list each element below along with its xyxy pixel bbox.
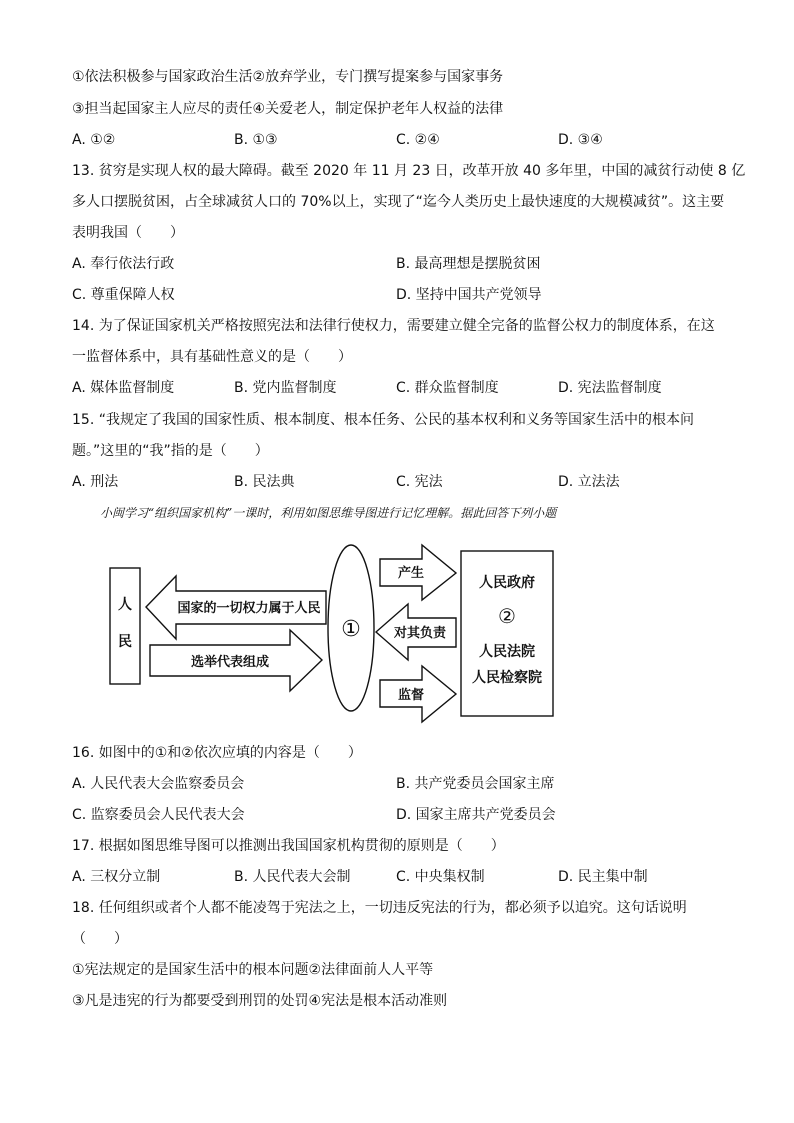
- option-d[interactable]: D. ③④: [558, 132, 603, 148]
- option-b[interactable]: B. ①③: [234, 132, 278, 148]
- people-char-2: 民: [118, 634, 132, 650]
- q15-option-c[interactable]: C. 宪法: [396, 474, 443, 490]
- org-procuratorate: 人民检察院: [472, 670, 542, 686]
- org-government: 人民政府: [479, 575, 535, 591]
- arrow-power-label: 国家的一切权力属于人民: [177, 601, 321, 616]
- q17-option-d[interactable]: D. 民主集中制: [558, 869, 648, 885]
- arrow-elect-label: 选举代表组成: [190, 655, 270, 670]
- q17-option-b[interactable]: B. 人民代表大会制: [234, 869, 351, 885]
- q17-options: [72, 867, 722, 887]
- q13-option-c[interactable]: C. 尊重保障人权: [72, 287, 175, 303]
- q13-stem-line1: 13. 贫穷是实现人权的最大障碍。截至 2020 年 11 月 23 日，改革开放 40 多年里，中国的减贫行动使 8 亿: [72, 163, 746, 179]
- arrow-supervise-label: 监督: [397, 688, 425, 703]
- q14-stem-line1: 14. 为了保证国家机关严格按照宪法和法律行使权力，需要建立健全完备的监督公权力的制度体系，在这: [72, 318, 715, 334]
- blank-2-label: ②: [498, 604, 516, 628]
- q15-stem-line1: 15. “我规定了我国的国家性质、根本制度、根本任务、公民的基本权利和义务等国家生活中的根本问: [72, 412, 694, 428]
- org-court: 人民法院: [479, 644, 535, 660]
- q16-option-d[interactable]: D. 国家主席共产党委员会: [396, 807, 556, 823]
- people-box: [110, 568, 140, 684]
- q18-items-line1: ①宪法规定的是国家生活中的根本问题②法律面前人人平等: [72, 962, 434, 978]
- prev-question-items-line1: ①依法积极参与国家政治生活②放弃学业，专门撰写提案参与国家事务: [72, 69, 504, 85]
- q16-option-c[interactable]: C. 监察委员会人民代表大会: [72, 807, 245, 823]
- q16-options-row2: [72, 805, 722, 825]
- q18-stem-line1: 18. 任何组织或者个人都不能凌驾于宪法之上，一切违反宪法的行为，都必须予以追究。这句话说明: [72, 900, 687, 916]
- q16-option-b[interactable]: B. 共产党委员会国家主席: [396, 776, 555, 792]
- q15-stem-line2: 题。”这里的“我”指的是（ ）: [72, 443, 269, 459]
- q16-options-row1: [72, 774, 722, 794]
- option-c[interactable]: C. ②④: [396, 132, 440, 148]
- arrow-responsible-label: 对其负责: [393, 626, 447, 641]
- q18-items-line2: ③凡是违宪的行为都要受到刑罚的处罚④宪法是根本活动准则: [72, 993, 448, 1009]
- q15-option-a[interactable]: A. 刑法: [72, 474, 119, 490]
- prev-question-items-line2: ③担当起国家主人应尽的责任④关爱老人，制定保护老年人权益的法律: [72, 101, 504, 117]
- q17-option-c[interactable]: C. 中央集权制: [396, 869, 485, 885]
- q15-option-d[interactable]: D. 立法法: [558, 474, 620, 490]
- diagram-caption: 小闽学习“组织国家机构”一课时，利用如图思维导图进行记忆理解。据此回答下列小题: [100, 506, 557, 520]
- q15-option-b[interactable]: B. 民法典: [234, 474, 295, 490]
- arrow-produce-label: 产生: [397, 566, 425, 581]
- q14-option-b[interactable]: B. 党内监督制度: [234, 380, 337, 396]
- q14-stem-line2: 一监督体系中，具有基础性意义的是（ ）: [72, 349, 352, 365]
- q16-stem: 16. 如图中的①和②依次应填的内容是（ ）: [72, 745, 362, 761]
- q14-option-d[interactable]: D. 宪法监督制度: [558, 380, 662, 396]
- q14-option-c[interactable]: C. 群众监督制度: [396, 380, 499, 396]
- q13-option-d[interactable]: D. 坚持中国共产党领导: [396, 287, 542, 303]
- q13-option-b[interactable]: B. 最高理想是摆脱贫困: [396, 256, 541, 272]
- q13-stem-line3: 表明我国（ ）: [72, 225, 184, 241]
- q16-option-a[interactable]: A. 人民代表大会监察委员会: [72, 776, 245, 792]
- q18-stem-line2: （ ）: [72, 931, 128, 947]
- q17-stem: 17. 根据如图思维导图可以推测出我国国家机构贯彻的原则是（ ）: [72, 838, 505, 854]
- q13-option-a[interactable]: A. 奉行依法行政: [72, 256, 175, 272]
- blank-1-label: ①: [341, 617, 361, 642]
- option-a[interactable]: A. ①②: [72, 132, 116, 148]
- people-char-1: 人: [118, 597, 132, 613]
- q14-option-a[interactable]: A. 媒体监督制度: [72, 380, 175, 396]
- q17-option-a[interactable]: A. 三权分立制: [72, 869, 161, 885]
- q13-stem-line2: 多人口摆脱贫困，占全球减贫人口的 70%以上，实现了“迄今人类历史上最快速度的大规模减贫”。这主要: [72, 194, 725, 210]
